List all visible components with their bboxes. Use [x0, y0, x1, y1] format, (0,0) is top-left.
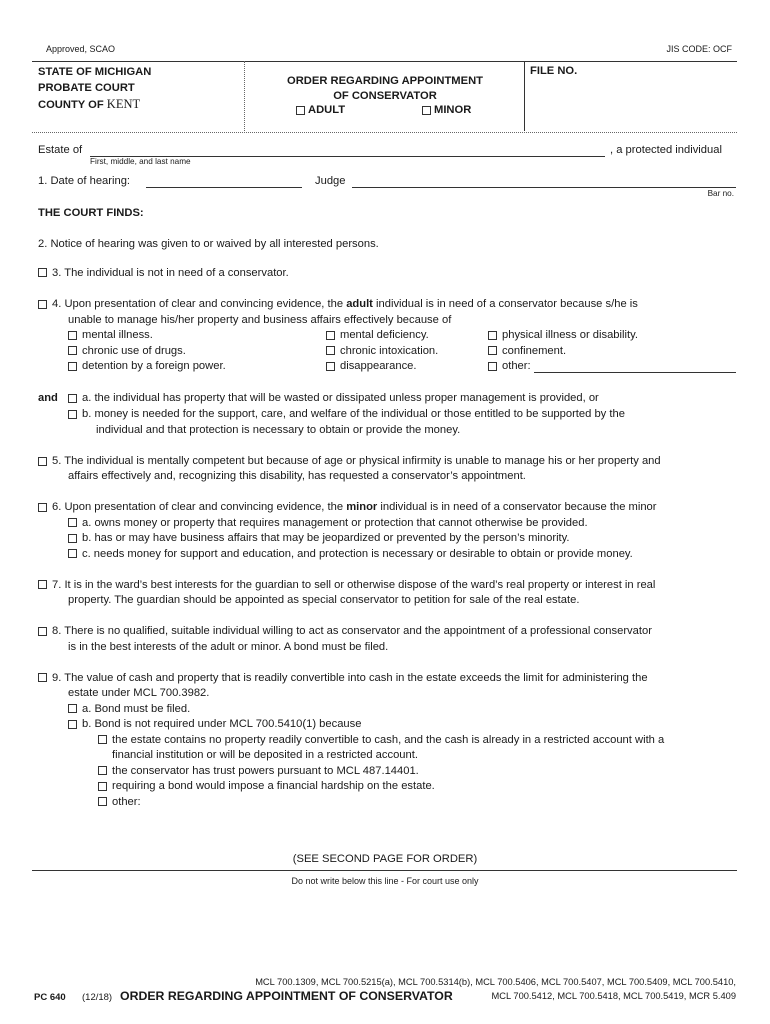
item-9a-text: a. Bond must be filed. [82, 703, 191, 715]
item-6-line1 [52, 500, 657, 515]
item-5-line1: 5. The individual is mentally competent but because of age or physical infirmity is unable to manage his or her property and [52, 455, 661, 467]
item-5-line2: affairs effectively and, recognizing this disability, has requested a conservator’s appointment. [68, 470, 526, 482]
item-6a-checkbox[interactable] [68, 518, 77, 527]
reason-confinement-checkbox[interactable] [488, 346, 497, 355]
county-value[interactable]: KENT [106, 97, 141, 111]
item-4-text-b: individual is in need of a conservator because s/he is [376, 298, 638, 310]
item-9b-opt1-checkbox[interactable] [98, 735, 107, 744]
item-9b-opt3-text: requiring a bond would impose a financial hardship on the estate. [112, 780, 435, 792]
and-b-text-line2: individual and that protection is necessary to obtain or provide the money. [96, 424, 461, 436]
jis-code: JIS CODE: OCF [666, 44, 732, 54]
reason-intoxication: chronic intoxication. [340, 345, 439, 357]
reason-disappearance-checkbox[interactable] [326, 362, 335, 371]
item-5-checkbox[interactable] [38, 457, 47, 466]
form-title-footer: ORDER REGARDING APPOINTMENT OF CONSERVATOR [120, 989, 453, 1003]
item-9b-text: b. Bond is not required under MCL 700.5410(1) because [82, 718, 362, 730]
item-6a-text: a. owns money or property that requires management or protection that cannot otherwise be provided. [82, 517, 588, 529]
item-8-checkbox[interactable] [38, 627, 47, 636]
item-4-bold: adult [346, 298, 373, 310]
item-2: 2. Notice of hearing was given to or waived by all interested persons. [38, 238, 379, 250]
reason-drugs: chronic use of drugs. [82, 345, 186, 357]
item-9-checkbox[interactable] [38, 673, 47, 682]
reason-intoxication-checkbox[interactable] [326, 346, 335, 355]
file-no-label: FILE NO. [530, 65, 578, 77]
form-number: PC 640 [34, 992, 66, 1003]
court-type: PROBATE COURT [38, 82, 135, 94]
item-6-bold: minor [346, 501, 378, 513]
item-9-line1: 9. The value of cash and property that is readily convertible into cash in the estate exceeds the limit for administering the [52, 672, 648, 684]
item-9b-opt1-line1: the estate contains no property readily convertible to cash, and the cash is already in a restricted account with a [112, 734, 665, 746]
court-use-only: Do not write below this line - For court use only [291, 876, 479, 886]
form-title-line1: ORDER REGARDING APPOINTMENT [287, 75, 483, 87]
reason-physical-illness: physical illness or disability. [502, 329, 638, 341]
minor-checkbox[interactable] [422, 106, 431, 115]
reason-foreign-power-checkbox[interactable] [68, 362, 77, 371]
county-label: COUNTY OF [38, 99, 104, 111]
form-date: (12/18) [82, 992, 113, 1003]
reason-mental-illness-checkbox[interactable] [68, 331, 77, 340]
item-7-line1: 7. It is in the ward’s best interests for the guardian to sell or otherwise dispose of the ward’s real property or interest in real [52, 579, 656, 591]
item-9b-checkbox[interactable] [68, 720, 77, 729]
judge-label: Judge [315, 175, 346, 187]
item-9b-opt1-line2: financial institution or will be deposited in a restricted account. [112, 749, 418, 761]
adult-checkbox[interactable] [296, 106, 305, 115]
item-6c-checkbox[interactable] [68, 549, 77, 558]
reason-mental-deficiency: mental deficiency. [340, 329, 429, 341]
and-a-text: a. the individual has property that will be wasted or dissipated unless proper management is provided, or [82, 392, 599, 404]
court-finds-heading: THE COURT FINDS: [38, 207, 144, 219]
reason-disappearance: disappearance. [340, 360, 417, 372]
item-7-line2: property. The guardian should be appointed as special conservator to petition for sale of the real estate. [68, 594, 580, 606]
item-9b-opt3-checkbox[interactable] [98, 782, 107, 791]
reason-drugs-checkbox[interactable] [68, 346, 77, 355]
item-4-line1 [52, 297, 638, 312]
item-6c-text: c. needs money for support and education, and protection is necessary or desirable to obtain or provide money. [82, 548, 633, 560]
item-9-line2: estate under MCL 700.3982. [68, 687, 210, 699]
item-3-checkbox[interactable] [38, 268, 47, 277]
reason-physical-illness-checkbox[interactable] [488, 331, 497, 340]
item-8-line1: 8. There is no qualified, suitable individual willing to act as conservator and the appointment of a professional conservator [52, 625, 652, 637]
court-use-divider [32, 870, 737, 871]
judge-field[interactable] [352, 187, 736, 188]
item-6-checkbox[interactable] [38, 503, 47, 512]
hearing-date-field[interactable] [146, 187, 302, 188]
mcl-line2: MCL 700.5412, MCL 700.5418, MCL 700.5419, MCR 5.409 [491, 991, 736, 1001]
estate-suffix: , a protected individual [610, 144, 722, 156]
caption-divider-right [524, 61, 525, 131]
item-6-text-b: individual is in need of a conservator because the minor [380, 501, 657, 513]
item-4-line2: unable to manage his/her property and business affairs effectively because of [68, 314, 452, 326]
see-second-page: (SEE SECOND PAGE FOR ORDER) [292, 853, 478, 865]
item-7-checkbox[interactable] [38, 580, 47, 589]
item-9b-opt4-checkbox[interactable] [98, 797, 107, 806]
estate-label: Estate of [38, 144, 83, 156]
and-b-text-line1: b. money is needed for the support, care, and welfare of the individual or those entitled to be supported by the [82, 408, 625, 420]
hearing-date-label: 1. Date of hearing: [38, 175, 131, 187]
reason-other-label: other: [502, 360, 531, 372]
court-county [38, 96, 151, 113]
form-title-block [250, 74, 520, 104]
item-9b-opt2-text: the conservator has trust powers pursuant to MCL 487.14401. [112, 765, 419, 777]
bar-no-label: Bar no. [707, 189, 734, 198]
reason-other-checkbox[interactable] [488, 362, 497, 371]
reason-other-field[interactable] [534, 372, 736, 373]
item-6b-text: b. has or may have business affairs that may be jeopardized or prevented by the person’s minority. [82, 532, 570, 544]
reason-confinement: confinement. [502, 345, 567, 357]
item-8-line2: is in the best interests of the adult or minor. A bond must be filed. [68, 641, 389, 653]
minor-label: MINOR [434, 104, 472, 116]
item-9a-checkbox[interactable] [68, 704, 77, 713]
item-9b-opt4-label: other: [112, 796, 141, 808]
adult-label: ADULT [308, 104, 346, 116]
and-label: and [38, 392, 58, 404]
item-4-text-a: 4. Upon presentation of clear and convincing evidence, the [52, 298, 344, 310]
item-6-text-a: 6. Upon presentation of clear and convincing evidence, the [52, 501, 344, 513]
court-block [38, 64, 151, 113]
reason-mental-deficiency-checkbox[interactable] [326, 331, 335, 340]
item-3: 3. The individual is not in need of a conservator. [52, 267, 289, 279]
approved-label: Approved, SCAO [46, 44, 116, 54]
form-title-line2: OF CONSERVATOR [333, 90, 437, 102]
mcl-line1: MCL 700.1309, MCL 700.5215(a), MCL 700.5314(b), MCL 700.5406, MCL 700.5407, MCL 700.5409, MCL 700.5410, [255, 977, 736, 987]
and-a-checkbox[interactable] [68, 394, 77, 403]
caption-divider-left [244, 61, 245, 131]
and-b-checkbox[interactable] [68, 410, 77, 419]
item-9b-opt2-checkbox[interactable] [98, 766, 107, 775]
item-4-checkbox[interactable] [38, 300, 47, 309]
reason-foreign-power: detention by a foreign power. [82, 360, 226, 372]
estate-sublabel: First, middle, and last name [90, 157, 191, 166]
reason-mental-illness: mental illness. [82, 329, 153, 341]
court-state: STATE OF MICHIGAN [38, 66, 152, 78]
item-6b-checkbox[interactable] [68, 534, 77, 543]
